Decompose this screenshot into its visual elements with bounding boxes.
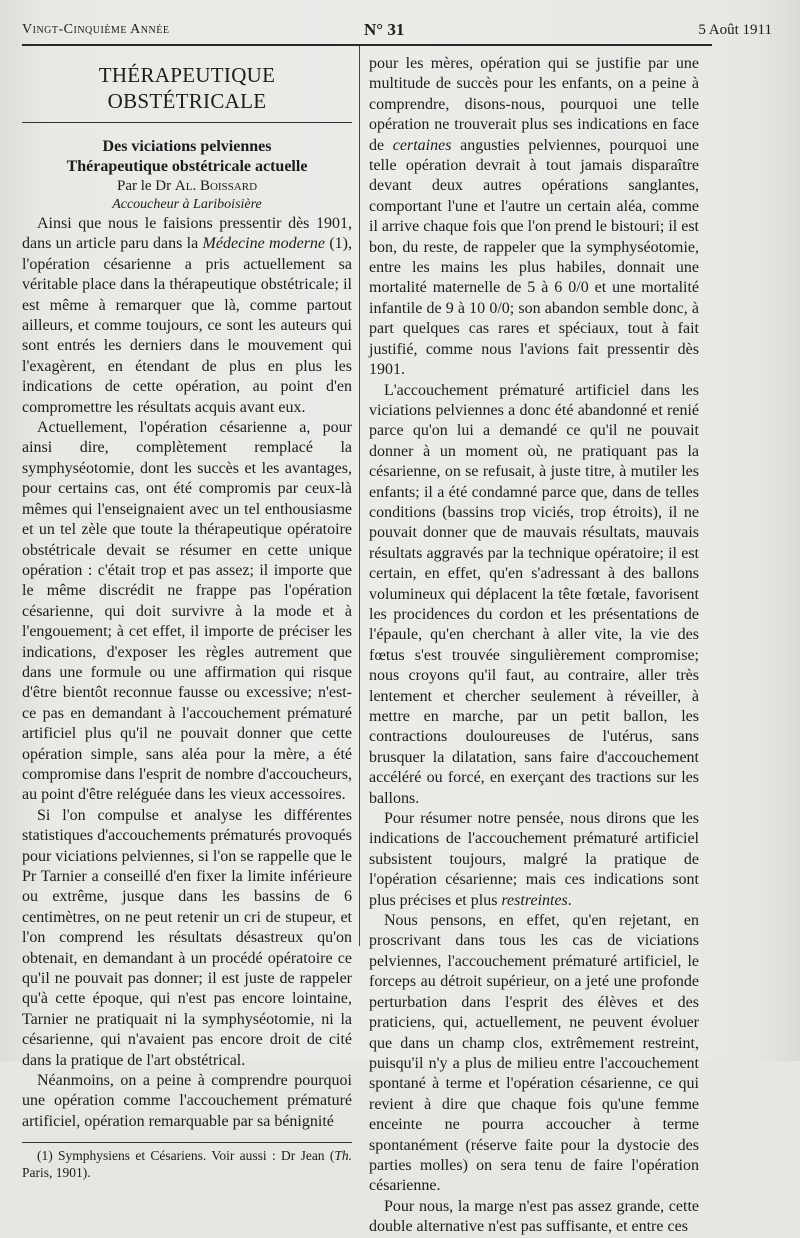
article-title-line2: Thérapeutique obstétricale actuelle bbox=[66, 158, 308, 175]
paragraph bbox=[22, 1071, 352, 1132]
right-body-text bbox=[369, 54, 699, 1238]
paragraph-text: Nous pensons, en effet, qu'en rejetant, en proscrivant dans tous les cas de viciations pelviennes, l'accouchement prématuré artificiel, le forceps au détroit supérieur, on a jeté une profonde perturbation dans l'esprit des élèves et des praticiens, qui, actuellement, ne peuvent évoluer que dans un champ clos, extrêmement restreint, puisqu'il n'y a plus de milieu entre l'accouchement spontané à terme et l'opération césarienne, ce qui revient à dire que chaque fois qu'une femme enceinte ne pourra accoucher à terme spontanément (réserve faite pour la dystocie des parties molles) on sera tenu de faire l'opération césarienne. bbox=[369, 912, 699, 1195]
header-date: 5 Août 1911 bbox=[698, 22, 772, 38]
left-body-text bbox=[22, 214, 352, 1132]
paragraph bbox=[22, 418, 352, 806]
article-title-line1: Des viciations pelviennes bbox=[102, 138, 272, 155]
paragraph bbox=[369, 911, 699, 1197]
left-column bbox=[22, 52, 352, 1181]
paragraph-text: Pour résumer notre pensée, nous dirons que les indications de l'accouchement prématuré artificiel subsistent toujours, malgré la pratique de l'opération césarienne; mais ces indications sont plus précises et plus bbox=[369, 810, 699, 909]
right-column bbox=[369, 54, 699, 1238]
footnote-emphasis: Th. bbox=[334, 1148, 352, 1164]
paragraph-emphasis: Médecine moderne bbox=[202, 235, 326, 253]
paragraph bbox=[22, 806, 352, 1071]
article-byline bbox=[22, 177, 352, 196]
paragraph bbox=[369, 54, 699, 381]
header-rule bbox=[22, 44, 712, 46]
paragraph bbox=[369, 809, 699, 911]
paragraph bbox=[22, 214, 352, 418]
paragraph-text-continued: . bbox=[567, 891, 572, 909]
footnote-text-before: (1) Symphysiens et Césariens. Voir aussi : Dr Jean ( bbox=[37, 1148, 335, 1164]
paragraph-text-continued: (1), l'opération césarienne a pris actuellement sa véritable place dans la thérapeutique obstétricale; il est même à remarquer que là, comme partout ailleurs, et comme toujours, ce sont les auteurs qui sont entrés les derniers dans le mouvement qui l'exagèrent, en étendant de plus en plus les indications de cette opération, au point d'en compromettre les résultats acquis avant eux. bbox=[22, 235, 352, 416]
section-title: THÉRAPEUTIQUE OBSTÉTRICALE bbox=[98, 63, 276, 113]
paragraph-text: Actuellement, l'opération césarienne a, pour ainsi dire, complètement remplacé la symphyséotomie, dont les succès et les avantages, pour certains cas, ont été compromis par ceux-là mêmes qui l'enseignaient avec un tel enthousiasme et un tel zèle que toute la thérapeutique opératoire obstétricale devait se résumer en cette unique opération : c'était trop et pas assez; il importe que le même discrédit ne frappe pas l'opération césarienne, qui doit survivre à la mode et à l'engouement; à cet effet, il importe de préciser les indications, d'exposer les règles autrement que dans une formule ou une affirmation qui risque d'être bientôt reconnue fausse ou excessive; n'est-ce pas en demandant à l'accouchement prématuré artificiel plus qu'il ne pouvait donner que cette opération simple, sans aléa pour la mère, a été compromise dans l'esprit de nombre d'accoucheurs, au point d'être reléguée dans les vieux accessoires. bbox=[22, 419, 352, 804]
paragraph-text: Pour nous, la marge n'est pas assez grande, cette double alternative n'est pas suffisante, et entre ces bbox=[369, 1197, 699, 1236]
paragraph-text-continued: angusties pelviennes, pourquoi une telle opération devrait à tout jamais disparaître devant deux autres opérations sanglantes, comportant l'une et l'autre un certain aléa, comme il arrive chaque fois que l'on prend le bistouri; il est bon, du reste, de rappeler que la symphyséotomie, entre les mains les plus habiles, donnait une mortalité maternelle de 5 à 6 0/0 et une mortalité infantile de 9 à 10 0/0; son abandon semble donc, à part quelques cas rares et spéciaux, tout à fait justifié, comme nous l'avions fait pressentir dès 1901. bbox=[369, 136, 699, 379]
paragraph bbox=[369, 381, 699, 810]
footnote-rule bbox=[22, 1142, 352, 1143]
column-divider bbox=[359, 46, 360, 946]
paragraph-text: L'accouchement prématuré artificiel dans les viciations pelviennes a donc été abandonné et renié parce qu'on lui a demandé ce qu'il ne pouvait donner à un moment où, ne pratiquant pas la césarienne, on se refusait, à juste titre, à mutiler les enfants; il a été condamné parce que, dans de telles conditions (bassins trop viciés, trop étroits), il ne pouvait donner que de mauvais résultats, mauvais résultats aggravés par la technique opératoire; il est certain, en effet, qu'en s'adressant à des ballons volumineux qui déplacent la tête fœtale, favorisent les procidences du cordon et les présentations de l'épaule, qu'en cherchant à aller vite, la vie des fœtus s'est trouvée singulièrement compromise; nous croyons qu'il faut, au contraire, aller très lentement et chercher seulement à réveiller, à mettre en marche, par un petit ballon, les contractions douloureuses de l'utérus, sans brusquer la dilatation, sans faire d'accouchement accéléré ou forcé, en exerçant des tractions sur les ballons. bbox=[369, 381, 699, 807]
section-title-rule bbox=[22, 122, 352, 123]
page-header bbox=[22, 18, 782, 42]
footnote-text-after: Paris, 1901). bbox=[22, 1165, 91, 1181]
paragraph-emphasis: certaines bbox=[392, 136, 452, 154]
footnote bbox=[22, 1147, 352, 1181]
paragraph-emphasis: restreintes bbox=[501, 891, 568, 909]
byline-prefix: Par le Dr bbox=[116, 178, 172, 194]
paragraph-text: Ainsi que nous le faisions pressentir dès 1901, dans un article paru dans la bbox=[22, 215, 352, 253]
header-issue-number: N° 31 bbox=[364, 20, 405, 39]
paragraph-text: pour les mères, opération qui se justifie par une multitude de succès pour les enfants, on a peine à comprendre, disons-nous, pourquoi une telle opération ne trouverait plus ses indications en face de bbox=[369, 55, 699, 154]
header-volume: Vingt-Cinquième Année bbox=[22, 22, 170, 37]
paragraph-text: Si l'on compulse et analyse les différentes statistiques d'accouchements prématurés provoqués pour viciations pelviennes, si l'on se rappelle que le Pr Tarnier a conseillé d'en fixer la limite inférieure ou extrême, jusque dans les bassins de 6 centimètres, on ne peut retenir un cri de stupeur, et l'on comprend les résultats désastreux qu'on obtenait, en demandant à un procédé opératoire ce qu'il ne pouvait pas donner; il est juste de rappeler qu'à cette époque, qui n'est pas encore lointaine, Tarnier ne pratiquait ni la symphyséotomie, ni la césarienne, qui n'avaient pas encore droit de cité dans la pratique de l'art obstétrical. bbox=[22, 806, 352, 1069]
paragraph bbox=[369, 1197, 699, 1238]
author-affiliation: Accoucheur à Lariboisière bbox=[112, 197, 262, 212]
paragraph-text: Néanmoins, on a peine à comprendre pourquoi une opération comme l'accouchement prématuré artificiel, opération remarquable par sa bénignité bbox=[22, 1072, 352, 1130]
author-name: Al. Boissard bbox=[174, 178, 258, 194]
